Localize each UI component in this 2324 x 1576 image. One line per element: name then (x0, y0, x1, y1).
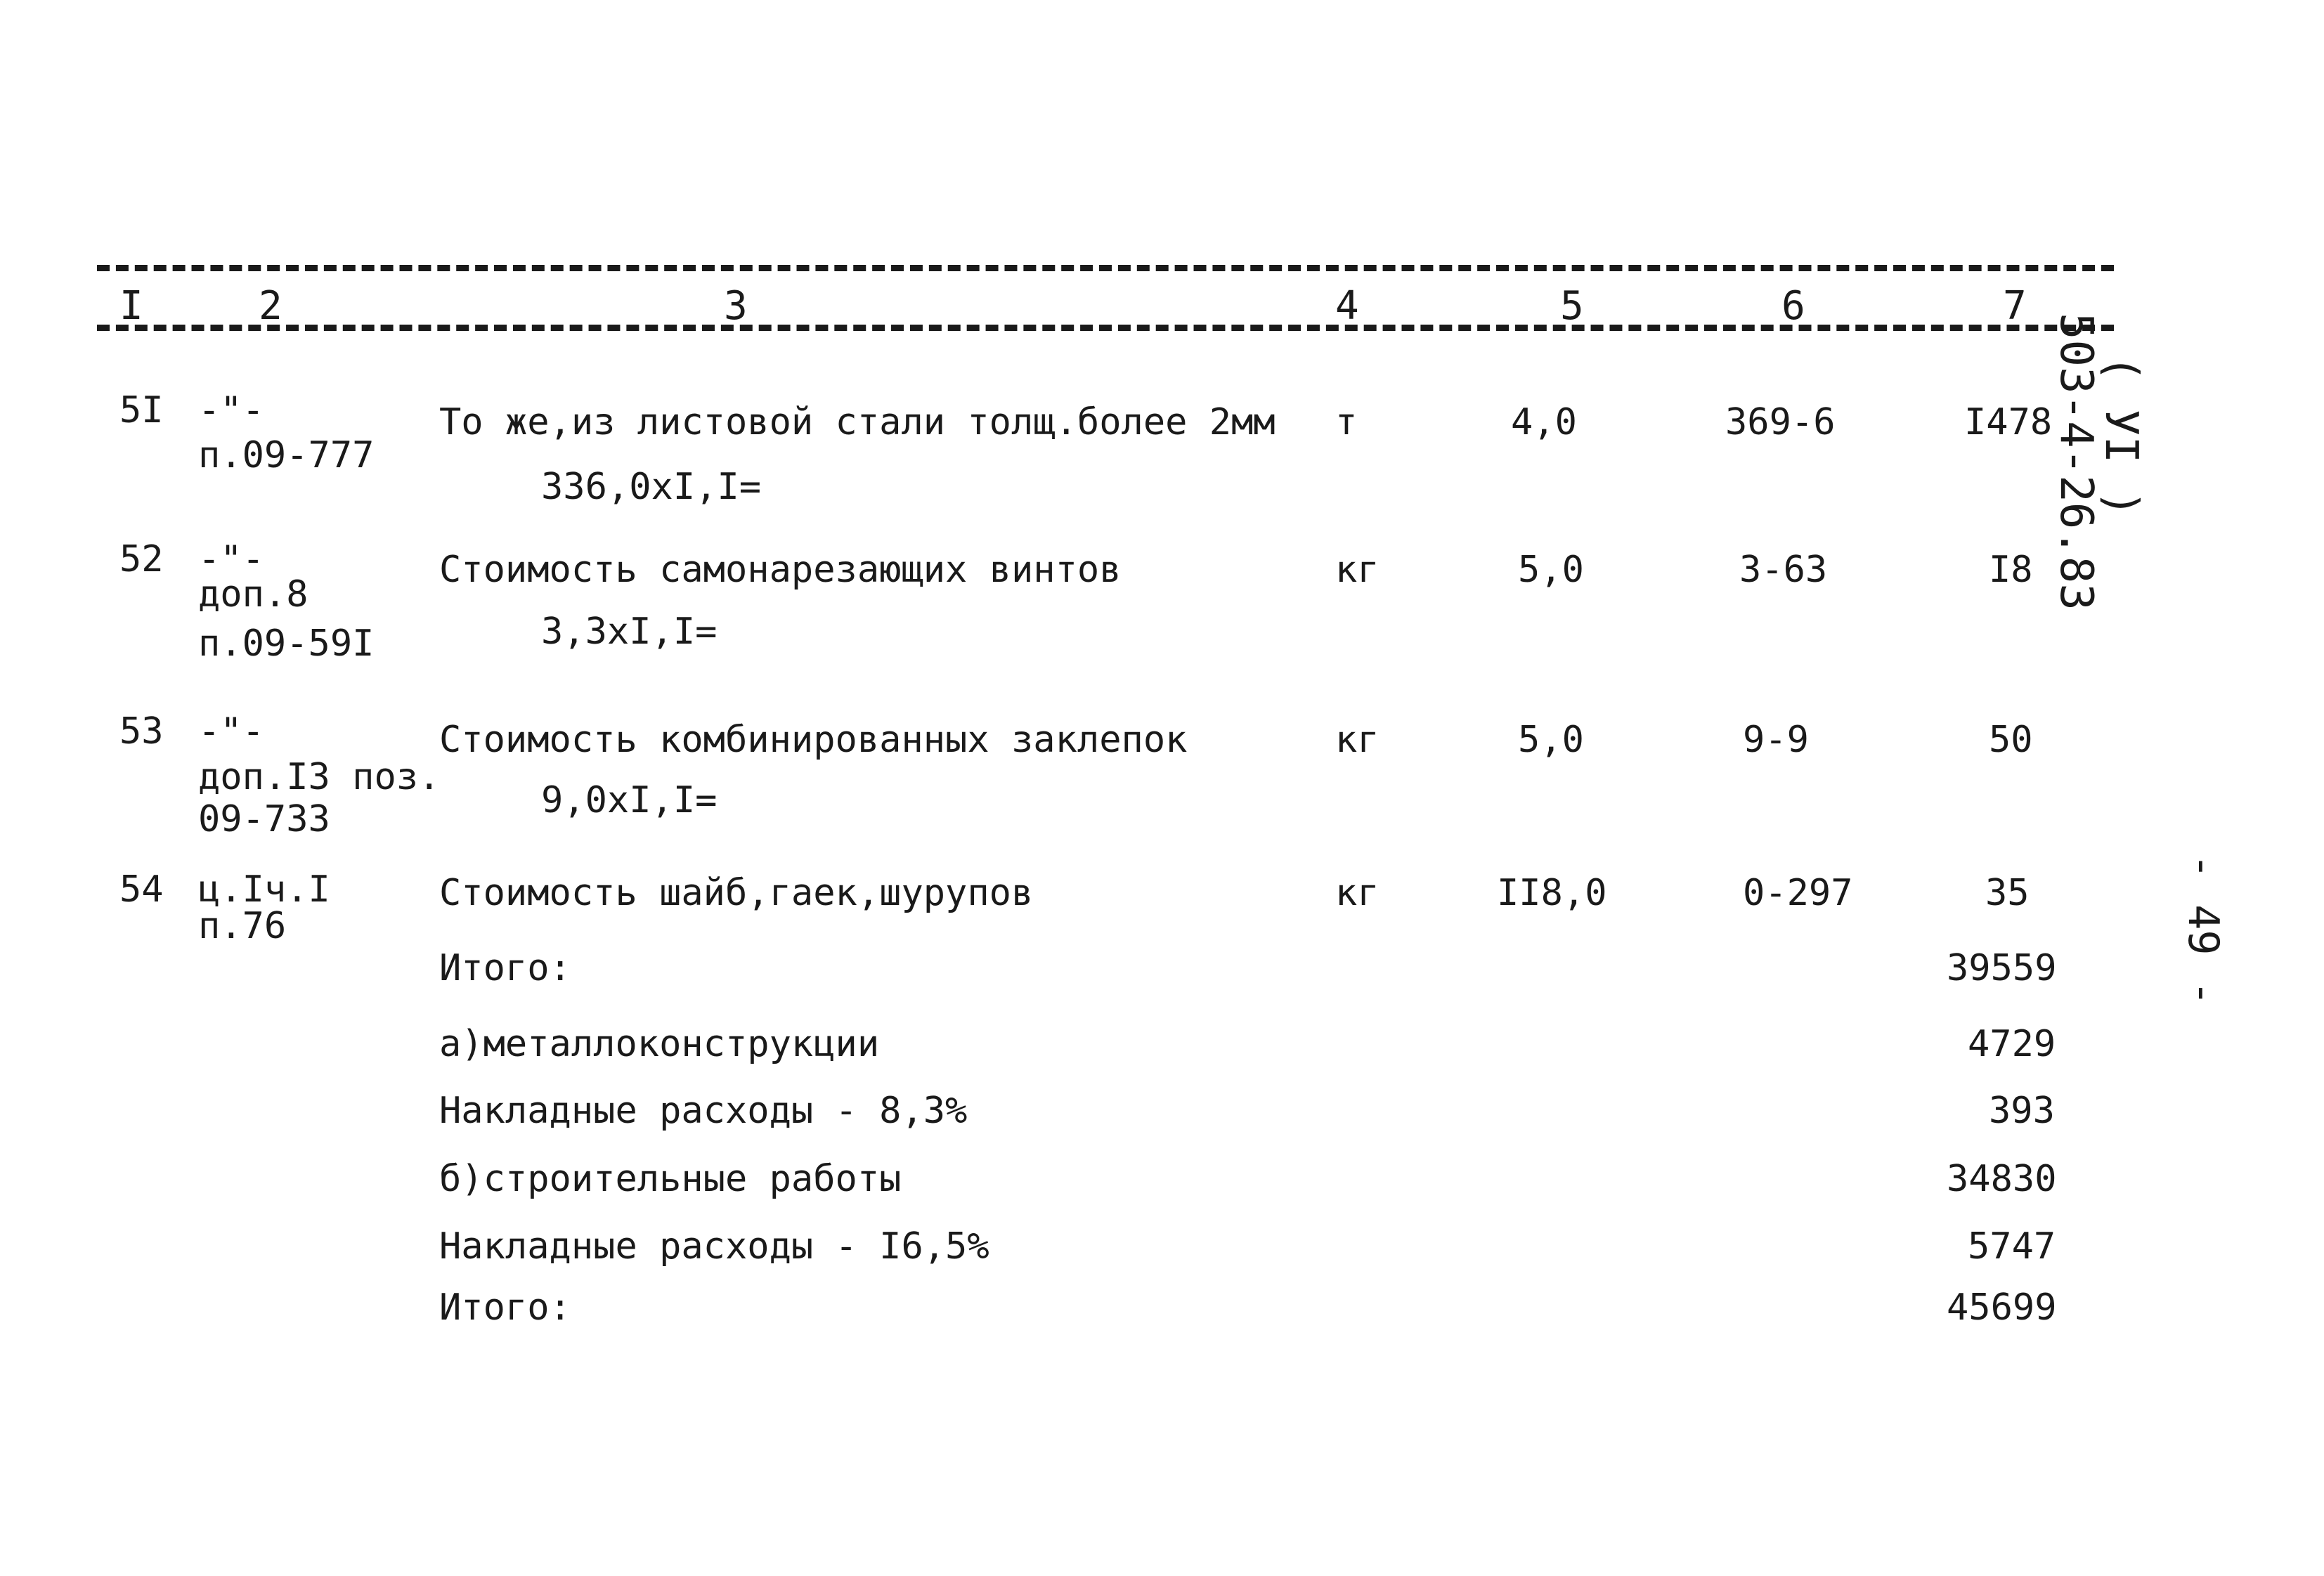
row-ref-line: -"- (198, 710, 264, 753)
row-price: 369-6 (1725, 401, 1836, 443)
document-code-line2: 503-4-26.83 (2050, 313, 2102, 611)
header-top-rule (97, 265, 2114, 271)
summary-value: 393 (1989, 1090, 2055, 1132)
row-description: Стоимость шайб,гаек,шурупов (439, 872, 1034, 914)
row-quantity: II8,0 (1497, 872, 1607, 914)
row-unit: кг (1335, 872, 1380, 914)
row-ref-line: -"- (198, 389, 264, 431)
column-header-4: 4 (1335, 283, 1359, 329)
header-bottom-rule (97, 325, 2114, 331)
row-ref-line: п.09-59I (198, 623, 375, 665)
column-header-7: 7 (2003, 283, 2027, 329)
row-number: 5I (119, 389, 164, 431)
column-header-1: I (119, 283, 143, 329)
row-total: 35 (1985, 872, 2030, 914)
row-ref-line: доп.I3 поз. (198, 756, 441, 798)
row-description: Стоимость комбинированных заклепок (439, 719, 1188, 761)
row-ref-line: п.09-777 (198, 434, 375, 476)
summary-label: б)строительные работы (439, 1158, 902, 1200)
row-quantity: 5,0 (1518, 719, 1584, 761)
summary-label: Итого: (439, 1287, 571, 1329)
row-unit: кг (1335, 549, 1380, 591)
row-ref-line: 09-733 (198, 798, 330, 840)
summary-label: Накладные расходы - 8,3% (439, 1090, 968, 1132)
row-quantity: 5,0 (1518, 549, 1584, 591)
row-ref-line: доп.8 (198, 573, 309, 616)
summary-label: Итого: (439, 947, 571, 989)
summary-value: 5747 (1968, 1225, 2056, 1268)
row-unit: кг (1335, 719, 1380, 761)
summary-value: 45699 (1947, 1287, 2057, 1329)
row-ref-line: ц.Iч.I (198, 868, 330, 911)
row-price: 3-63 (1739, 549, 1828, 591)
row-calculation: 9,0хI,I= (541, 779, 718, 821)
row-calculation: 336,0хI,I= (541, 466, 762, 508)
column-header-2: 2 (259, 283, 283, 329)
column-header-6: 6 (1781, 283, 1805, 329)
row-unit: т (1335, 401, 1358, 443)
row-number: 53 (119, 710, 164, 753)
row-total: I478 (1964, 401, 2053, 443)
summary-value: 4729 (1968, 1023, 2056, 1065)
row-total: I8 (1989, 549, 2033, 591)
row-ref-line: -"- (198, 538, 264, 580)
row-number: 54 (119, 868, 164, 911)
row-description: То же,из листовой стали толщ.более 2мм (439, 401, 1275, 443)
summary-value: 34830 (1947, 1158, 2057, 1200)
summary-value: 39559 (1947, 947, 2057, 989)
column-header-3: 3 (724, 283, 748, 329)
row-description: Стоимость самонарезающих винтов (439, 549, 1122, 591)
summary-label: Накладные расходы - I6,5% (439, 1225, 989, 1268)
row-price: 0-297 (1743, 872, 1853, 914)
column-header-5: 5 (1560, 283, 1584, 329)
row-quantity: 4,0 (1511, 401, 1577, 443)
document-code-line1: ( УI ) (2095, 355, 2147, 518)
document-code (2050, 313, 2147, 615)
summary-label: а)металлоконструкции (439, 1023, 880, 1065)
row-total: 50 (1989, 719, 2033, 761)
row-ref-line: п.76 (198, 905, 287, 947)
row-number: 52 (119, 538, 164, 580)
page-number: - 49 - (2179, 854, 2228, 1006)
row-price: 9-9 (1743, 719, 1809, 761)
row-calculation: 3,3хI,I= (541, 611, 718, 653)
